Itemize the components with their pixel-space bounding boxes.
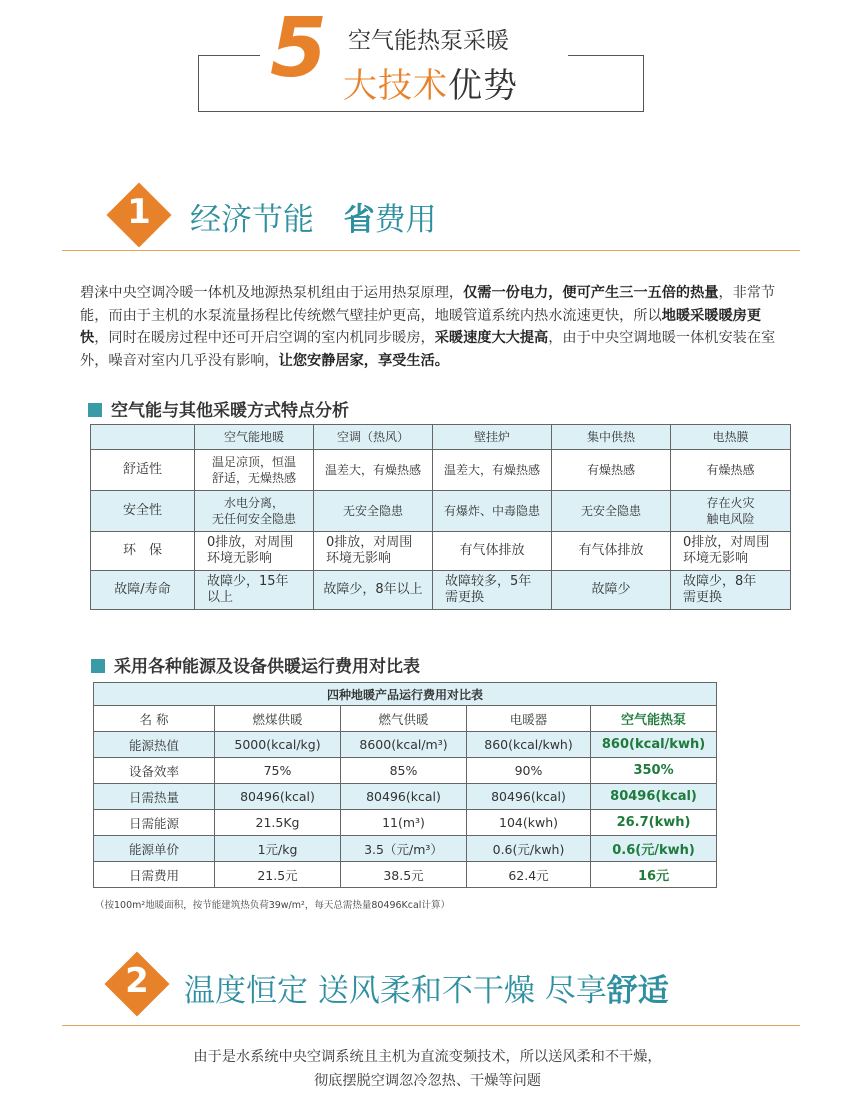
- table2-note: （按100m²地暖面积，按节能建筑热负荷39w/m²，每天总需热量80496Kcal计算）: [95, 900, 450, 911]
- table2-row-label: 能源单价: [94, 836, 215, 862]
- section2-text-line2: 彻底摆脱空调忽冷忽热、干燥等问题: [313, 1073, 541, 1089]
- table2-cell: 80496(kcal): [341, 784, 467, 810]
- table1-cell: 0排放，对周围 环境无影响: [314, 532, 433, 571]
- table1-cell: 有气体排放: [552, 532, 671, 571]
- header-title-rest: 优势: [448, 66, 518, 106]
- section2-text-line1: 由于是水系统中央空调系统且主机为直流变频技术，所以送风柔和不干燥，: [193, 1049, 662, 1065]
- table2-row: [94, 836, 717, 862]
- table2-cell: 1元/kg: [215, 836, 341, 862]
- table2-row-label: 日需能源: [94, 810, 215, 836]
- table2-row: [94, 810, 717, 836]
- table1-row: [91, 450, 791, 491]
- table2-cell: 80496(kcal): [467, 784, 591, 810]
- table1-column-header: [91, 425, 195, 450]
- table2-caption-row: [94, 683, 717, 706]
- table1-row-label: 故障/寿命: [91, 571, 195, 610]
- table2-cell: 11(m³): [341, 810, 467, 836]
- number-five-graphic: [268, 6, 338, 86]
- table1-column-header: 集中供热: [552, 425, 671, 450]
- table1-row-label: 环 保: [91, 532, 195, 571]
- table1-column-header: 空气能地暖: [195, 425, 314, 450]
- table1-cell: 0排放，对周围 环境无影响: [195, 532, 314, 571]
- table2-heading: [91, 652, 420, 677]
- header-subtitle: 空气能热泵采暖: [348, 28, 509, 54]
- table2-cell: 16元: [591, 862, 717, 888]
- table2-cell: 80496(kcal): [215, 784, 341, 810]
- table2-cell: 3.5（元/m³）: [341, 836, 467, 862]
- table2-row: [94, 862, 717, 888]
- table2-column-header: 空气能热泵: [591, 706, 717, 732]
- paragraph-emphasis: 仅需一份电力，便可产生三一五倍的热量: [463, 285, 719, 301]
- table2-cell: 5000(kcal/kg): [215, 732, 341, 758]
- cost-table: [93, 682, 717, 888]
- table2-cell: 0.6(元/kwh): [467, 836, 591, 862]
- comparison-table: [90, 424, 791, 610]
- header-title: [343, 58, 518, 107]
- table2-row-label: 日需费用: [94, 862, 215, 888]
- table2-column-header: 燃煤供暖: [215, 706, 341, 732]
- table2-cell: 62.4元: [467, 862, 591, 888]
- table2-cell: 860(kcal/kwh): [467, 732, 591, 758]
- table2-column-header: 电暖器: [467, 706, 591, 732]
- paragraph-text: ，由于中央空调地暖一体机安装在室外，噪音对室内几乎没有影响，: [80, 330, 776, 369]
- table1-cell: 0排放，对周围 环境无影响: [671, 532, 791, 571]
- table1-cell: 温差大，有燥热感: [314, 450, 433, 491]
- table2-cell: 350%: [591, 758, 717, 784]
- table1-row-label: 安全性: [91, 491, 195, 532]
- table1-row-label: 舒适性: [91, 450, 195, 491]
- table1-cell: 故障较多，5年 需更换: [433, 571, 552, 610]
- section1-divider: [62, 250, 800, 251]
- section1-number: 1: [127, 192, 151, 232]
- table1-cell: 无安全隐患: [314, 491, 433, 532]
- table2-caption: 四种地暖产品运行费用对比表: [94, 683, 717, 706]
- section1-title-bold: 省: [343, 202, 375, 238]
- table1-cell: 故障少: [552, 571, 671, 610]
- table1-heading-text: 空气能与其他采暖方式特点分析: [111, 401, 349, 421]
- section2-title: [184, 965, 669, 1010]
- table2-cell: 8600(kcal/m³): [341, 732, 467, 758]
- table1-column-header: 电热膜: [671, 425, 791, 450]
- table2-cell: 26.7(kwh): [591, 810, 717, 836]
- square-bullet-icon: [88, 403, 102, 417]
- table2-cell: 860(kcal/kwh): [591, 732, 717, 758]
- table2-row: [94, 758, 717, 784]
- table2-header-row: [94, 706, 717, 732]
- table2-heading-text: 采用各种能源及设备供暖运行费用对比表: [114, 657, 420, 677]
- square-bullet-icon: [91, 659, 105, 673]
- table1-cell: 有燥热感: [552, 450, 671, 491]
- table1-cell: 故障少，8年以上: [314, 571, 433, 610]
- table1-row: [91, 532, 791, 571]
- section1-title-main: 经济节能: [190, 202, 314, 238]
- table2-row-label: 日需热量: [94, 784, 215, 810]
- paragraph-emphasis: 让您安静居家，享受生活。: [278, 352, 449, 369]
- table2-cell: 21.5Kg: [215, 810, 341, 836]
- table1-cell: 有气体排放: [433, 532, 552, 571]
- table2-cell: 21.5元: [215, 862, 341, 888]
- section2-number: 2: [125, 961, 149, 1001]
- table1-column-header: 壁挂炉: [433, 425, 552, 450]
- section2-title-bold: 舒适: [606, 973, 669, 1009]
- table1-column-header: 空调（热风）: [314, 425, 433, 450]
- table2-cell: 80496(kcal): [591, 784, 717, 810]
- table1-cell: 水电分离， 无任何安全隐患: [195, 491, 314, 532]
- table2-cell: 85%: [341, 758, 467, 784]
- table2-row-label: 设备效率: [94, 758, 215, 784]
- table2-cell: 90%: [467, 758, 591, 784]
- paragraph-text: ，非常节能，而由于主机的水泵流量扬程比传统燃气壁挂炉更高，地暖管道系统内热水流速更快，所以: [80, 285, 776, 324]
- table1-cell: 有燥热感: [671, 450, 791, 491]
- header-title-accent: 大技术: [343, 66, 448, 106]
- table1-cell: 故障少，15年 以上: [195, 571, 314, 610]
- table2-column-header: 名 称: [94, 706, 215, 732]
- table2-cell: 75%: [215, 758, 341, 784]
- table1-row: [91, 571, 791, 610]
- table1-cell: 有爆炸、中毒隐患: [433, 491, 552, 532]
- table1-header-row: [91, 425, 791, 450]
- paragraph-text: ，同时在暖房过程中还可开启空调的室内机同步暖房，: [94, 330, 435, 346]
- table2-cell: 104(kwh): [467, 810, 591, 836]
- header-number: 5: [270, 6, 328, 86]
- table1-cell: 存在火灾 触电风险: [671, 491, 791, 532]
- table2-cell: 0.6(元/kwh): [591, 836, 717, 862]
- section2-title-main: 温度恒定 送风柔和不干燥 尽享: [184, 973, 607, 1009]
- table1-cell: 温足凉顶，恒温 舒适，无燥热感: [195, 450, 314, 491]
- table2-row: [94, 784, 717, 810]
- table1-row: [91, 491, 791, 532]
- paragraph-emphasis: 地暖采暖暖房更快: [80, 307, 762, 346]
- table2-row-label: 能源热值: [94, 732, 215, 758]
- table2-cell: 38.5元: [341, 862, 467, 888]
- table2-row: [94, 732, 717, 758]
- table1-cell: 故障少，8年 需更换: [671, 571, 791, 610]
- table1-heading: [88, 396, 349, 421]
- section2-divider: [62, 1025, 800, 1026]
- section1-title-rest: 费用: [374, 202, 437, 238]
- paragraph-emphasis: 采暖速度大大提高: [434, 330, 549, 346]
- table1-cell: 无安全隐患: [552, 491, 671, 532]
- table2-column-header: 燃气供暖: [341, 706, 467, 732]
- section1-title: [190, 194, 437, 239]
- table1-cell: 温差大，有燥热感: [433, 450, 552, 491]
- section1-paragraph: [80, 282, 788, 372]
- paragraph-text: 碧涞中央空调冷暖一体机及地源热泵机组由于运用热泵原理，: [80, 285, 464, 301]
